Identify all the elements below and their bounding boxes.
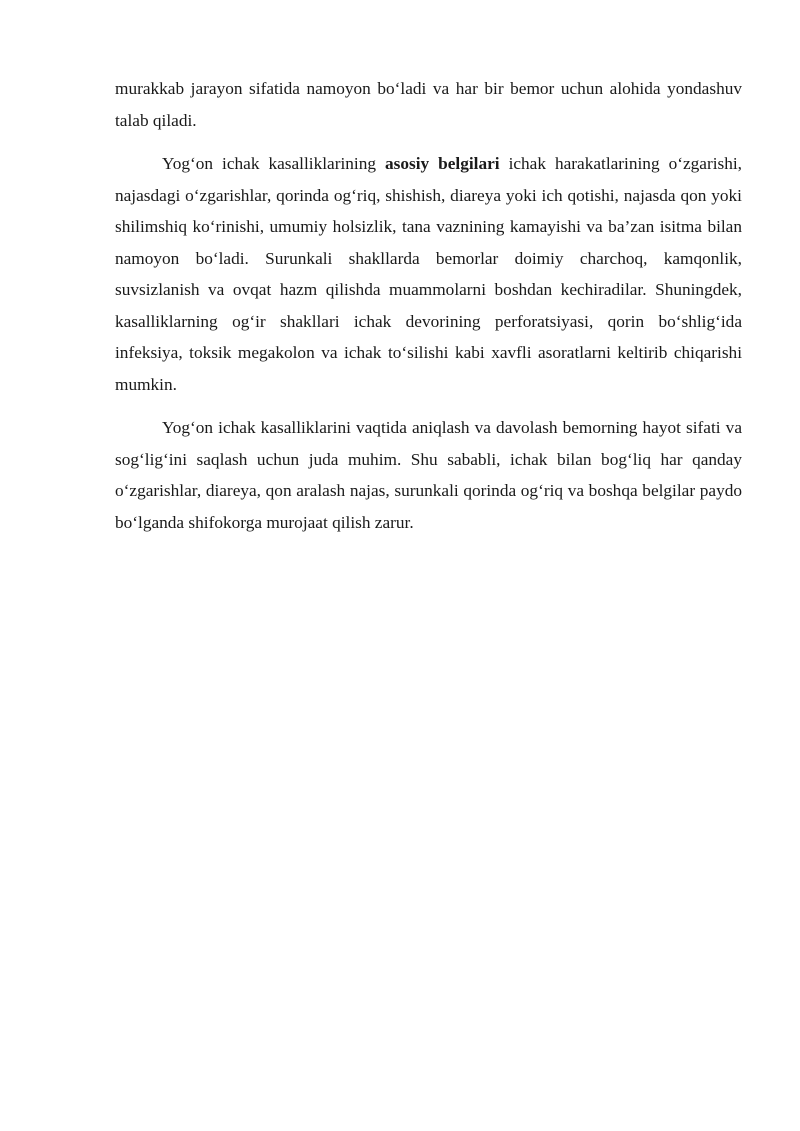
paragraph-continuation: murakkab jarayon sifatida namoyon bo‘ladi va har bir bemor uchun alohida yondashuv talab qiladi. [115, 79, 742, 130]
document-page [115, 73, 742, 538]
bold-term-main-symptoms: asosiy belgilari [384, 154, 500, 173]
paragraph-symptoms-body: ichak harakatlarining o‘zgarishi, najasdagi o‘zgarishlar, qorinda og‘riq, shishish, diareya yoki ich qotishi, najasda qon yoki shilimshiq ko‘rinishi, umumiy holsizlik, tana vaznining kamayishi va ba’zan isitma bilan namoyon bo‘ladi. Surunkali shakllarda bemorlar doimiy charchoq, kamqonlik, suvsizlanish va ovqat hazm qilishda muammolarni boshdan kechiradilar. Shuningdek, kasalliklarning og‘ir shakllari ichak devorining perforatsiyasi, qorin bo‘shlig‘ida infeksiya, toksik megakolon va ichak to‘silishi kabi xavfli asoratlarni keltirib chiqarishi mumkin. [115, 154, 742, 394]
paragraph-symptoms [115, 148, 742, 400]
paragraph-symptoms-intro: Yog‘on ichak kasalliklarining [162, 154, 385, 173]
paragraph-diagnosis-importance: Yog‘on ichak kasalliklarini vaqtida aniqlash va davolash bemorning hayot sifati va sog‘lig‘ini saqlash uchun juda muhim. Shu sababli, ichak bilan bog‘liq har qanday o‘zgarishlar, diareya, qon aralash najas, surunkali qorinda og‘riq va boshqa belgilar paydo bo‘lganda shifokorga murojaat qilish zarur. [115, 418, 742, 532]
